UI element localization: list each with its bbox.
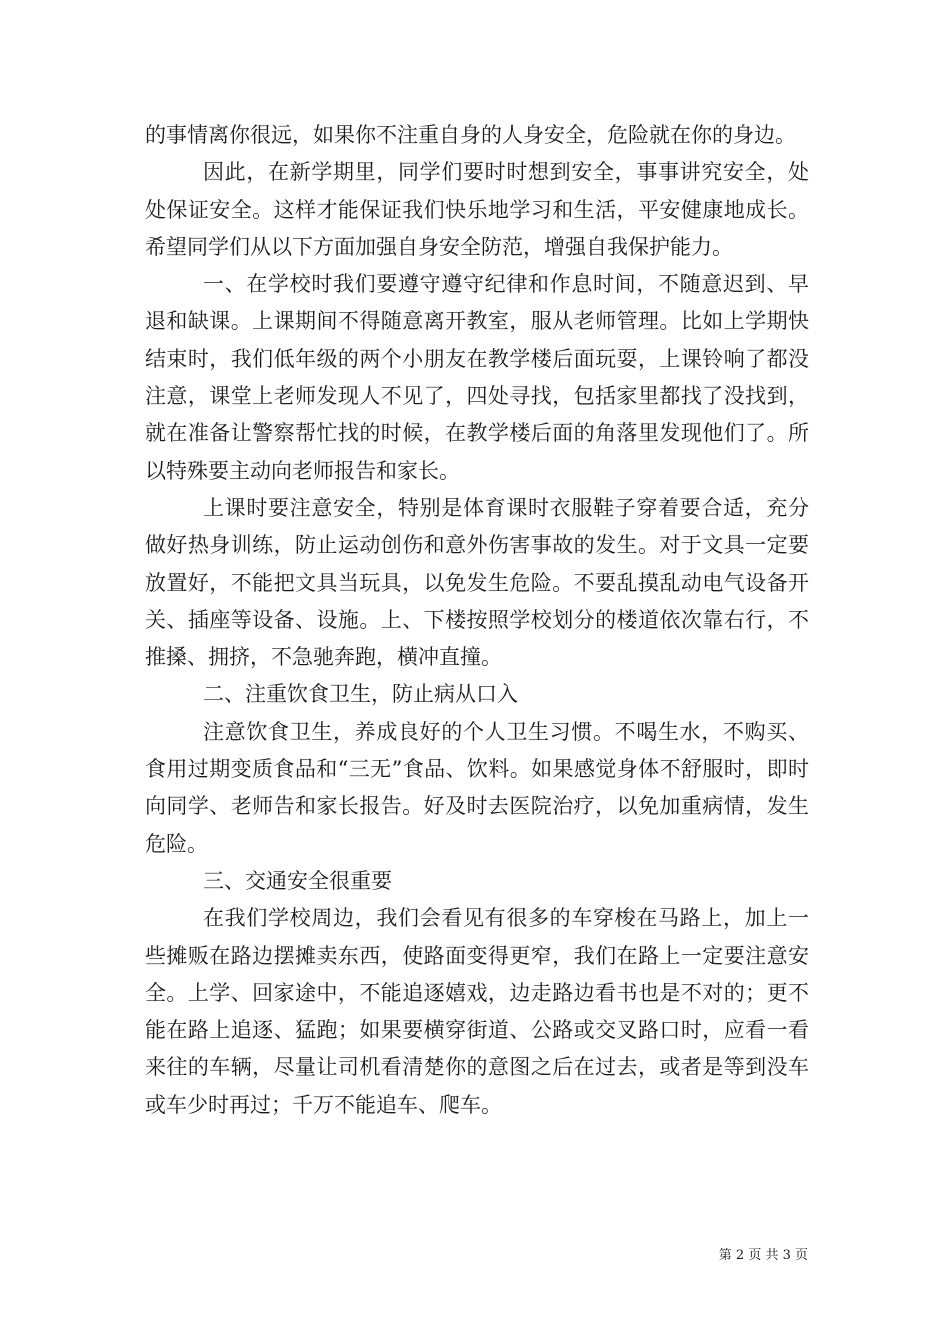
paragraph-traffic-safety: 在我们学校周边，我们会看见有很多的车穿梭在马路上，加上一些摊贩在路边摆摊卖东西，使路面变得更窄，我们在路上一定要注意安全。上学、回家途中，不能追逐嬉戏，边走路边看书也是不对的；更不能在路上追逐、猛跑；如果要横穿街道、公路或交叉路口时，应看一看来往的车辆，尽量让司机看清楚你的意图之后在过去，或者是等到没车或车少时再过；千万不能追车、爬车。	[145, 906, 809, 1117]
section-heading-traffic: 三、交通安全很重要	[203, 868, 392, 893]
page-number: 第 2 页 共 3 页	[718, 1248, 808, 1263]
paragraph-class-safety: 上课时要注意安全，特别是体育课时衣服鞋子穿着要合适，充分做好热身训练，防止运动创伤和意外伤害事故的发生。对于文具一定要放置好，不能把文具当玩具，以免发生危险。不要乱摸乱动电气设备开关、插座等设备、设施。上、下楼按照学校划分的楼道依次靠右行，不推搡、拥挤，不急驰奔跑，横冲直撞。	[145, 495, 809, 670]
section-heading-food: 二、注重饮食卫生，防止病从口入	[203, 682, 518, 707]
paragraph-school-discipline: 一、在学校时我们要遵守遵守纪律和作息时间，不随意迟到、早退和缺课。上课期间不得随意离开教室，服从老师管理。比如上学期快结束时，我们低年级的两个小朋友在教学楼后面玩耍，上课铃响了都没注意，课堂上老师发现人不见了，四处寻找，包括家里都找了没找到，就在准备让警察帮忙找的时候，在教学楼后面的角落里发现他们了。所以特殊要主动向老师报告和家长。	[145, 272, 809, 483]
paragraph-intro: 因此，在新学期里，同学们要时时想到安全，事事讲究安全，处处保证安全。这样才能保证我们快乐地学习和生活，平安健康地成长。希望同学们从以下方面加强自身安全防范，增强自我保护能力。	[145, 160, 809, 259]
document-body	[145, 117, 809, 1124]
paragraph-food-hygiene: 注意饮食卫生，养成良好的个人卫生习惯。不喝生水，不购买、食用过期变质食品和“三无”食品、饮料。如果感觉身体不舒服时，即时向同学、老师告和家长报告。好及时去医院治疗，以免加重病情，发生危险。	[145, 719, 809, 856]
paragraph-continuation: 的事情离你很远，如果你不注重自身的人身安全，危险就在你的身边。	[145, 123, 796, 147]
